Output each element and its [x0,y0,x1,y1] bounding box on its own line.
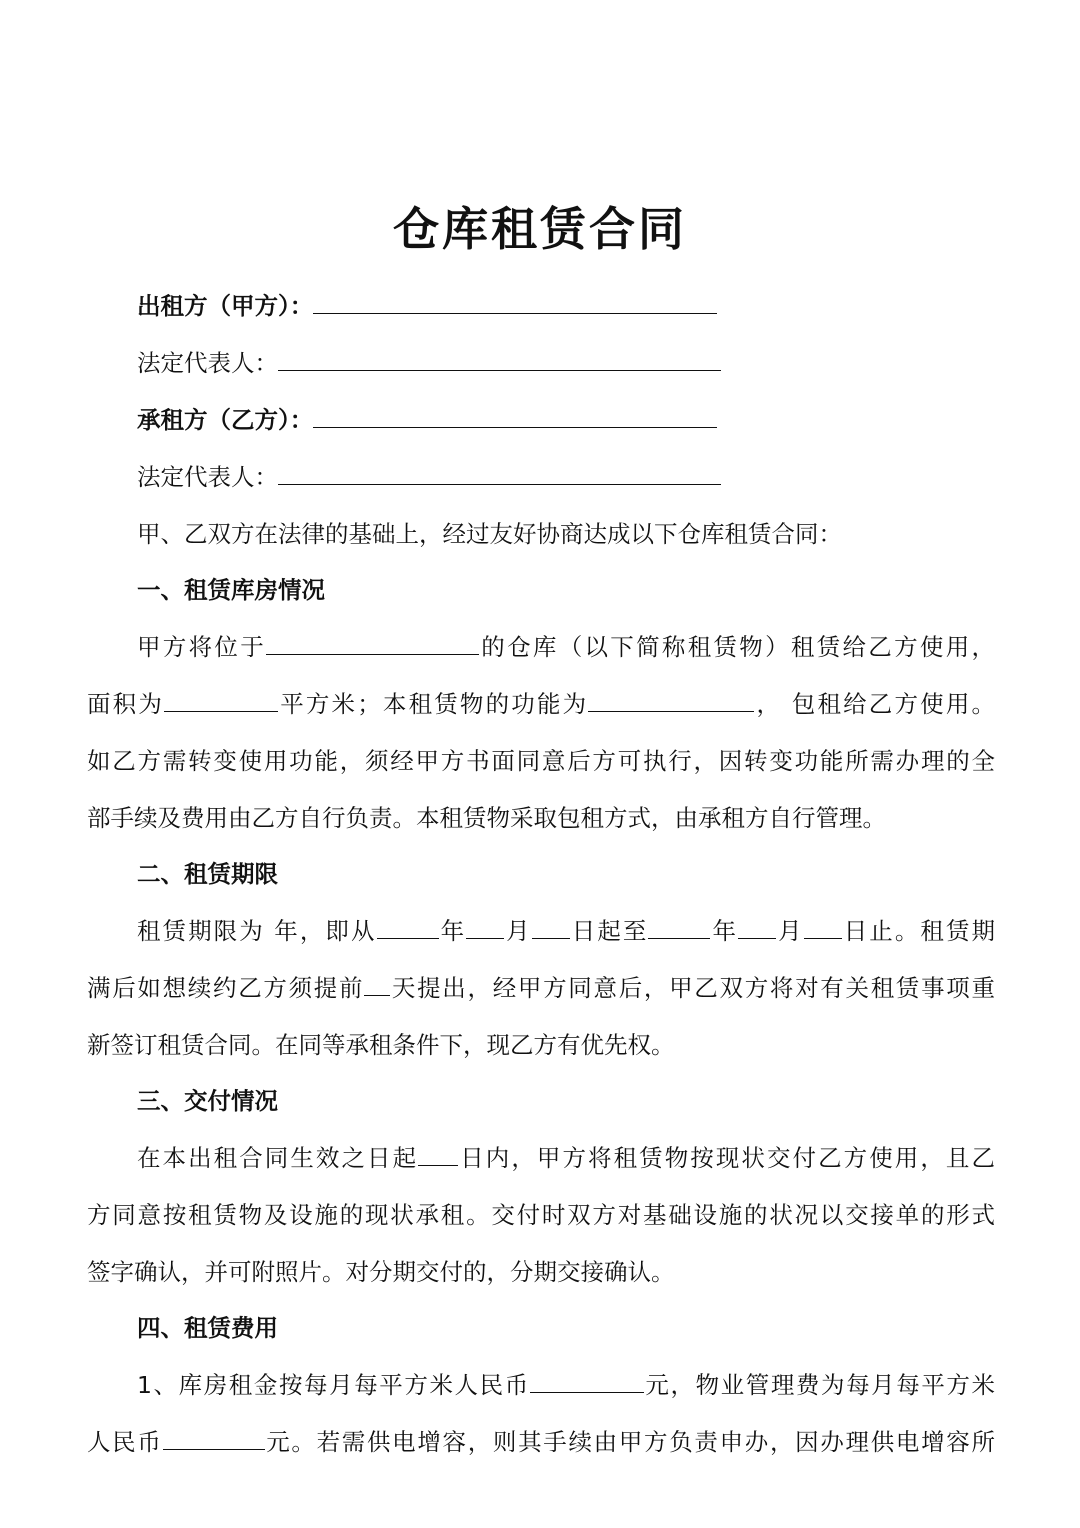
lessee-label: 承租方（乙方）： [137,406,314,434]
lessee-rep-blank [278,460,721,485]
s3-line-1 [137,1139,995,1173]
start-month-blank [466,914,504,939]
lessor-line [137,287,717,321]
s2-month-2: 月 [776,917,804,945]
s2-to: 日止。租赁期 [841,917,995,945]
start-year-blank [377,914,439,939]
s1-l2b: 平方米；本租赁物的功能为 [278,690,589,718]
s4-l1a: 1、库房租金按每月每平方米人民币 [137,1371,530,1399]
s1-l1b: 的仓库（以下简称租赁物）租赁给乙方使用， [479,633,995,661]
s2-year-2: 年 [710,917,739,945]
s1-line-3: 如乙方需转变使用功能，须经甲方书面同意后方可执行，因转变功能所需办理的全 [87,747,995,775]
s2-line-1 [137,912,995,946]
s2-month-1: 月 [504,917,532,945]
rent-blank [530,1368,644,1393]
s2-l2a: 满后如想续约乙方须提前 [87,974,365,1002]
location-blank [266,630,479,655]
s1-l1a: 甲方将位于 [137,633,266,661]
section-2-heading: 二、租赁期限 [137,860,278,888]
notice-days-blank [364,971,390,996]
lessor-label: 出租方（甲方）： [137,292,314,320]
mgmt-fee-blank [163,1425,265,1450]
s4-l2a: 人民币 [87,1428,163,1456]
s3-l1a: 在本出租合同生效之日起 [137,1144,419,1172]
lessor-rep-label: 法定代表人： [137,349,278,377]
s1-line-1 [137,628,995,662]
section-1-heading: 一、租赁库房情况 [137,576,325,604]
end-month-blank [738,914,776,939]
s4-l2b: 元。若需供电增容，则其手续由甲方负责申办，因办理供电增容所 [264,1428,995,1456]
end-year-blank [648,914,710,939]
intro-line: 甲、乙双方在法律的基础上，经过友好协商达成以下仓库租赁合同： [137,520,842,548]
s4-l1b: 元，物业管理费为每月每平方米 [643,1371,996,1399]
function-blank [588,687,754,712]
s2-year-1: 年 [438,917,467,945]
lessee-rep-label: 法定代表人： [137,463,278,491]
s3-line-2: 方同意按租赁物及设施的现状承租。交付时双方对基础设施的状况以交接单的形式 [87,1201,995,1229]
section-4-heading: 四、租赁费用 [137,1314,278,1342]
start-day-blank [532,914,570,939]
s1-line-2 [87,685,995,719]
lessee-line [137,401,717,435]
s2-l2b: 天提出，经甲方同意后，甲乙双方将对有关租赁事项重 [390,974,996,1002]
lessor-rep-blank [278,346,721,371]
lessor-rep-line [137,344,721,378]
section-3-heading: 三、交付情况 [137,1087,278,1115]
lessee-rep-line [137,458,721,492]
end-day-blank [804,914,842,939]
s3-l1b: 日内，甲方将租赁物按现状交付乙方使用，且乙 [458,1144,995,1172]
s1-l2c: ， 包租给乙方使用。 [754,690,996,718]
s1-l2a: 面积为 [87,690,165,718]
s3-line-3: 签字确认，并可附照片。对分期交付的，分期交接确认。 [87,1258,675,1286]
document-title: 仓库租赁合同 [393,202,687,256]
s2-line-2 [87,969,995,1003]
area-blank [164,687,278,712]
s2-from: 日起至 [569,917,649,945]
s2-line-3: 新签订租赁合同。在同等承租条件下，现乙方有优先权。 [87,1031,675,1059]
s4-line-1 [137,1366,995,1400]
lessee-blank [313,403,717,428]
s1-line-4: 部手续及费用由乙方自行负责。本租赁物采取包租方式，由承租方自行管理。 [87,804,886,832]
s2-l1a: 租赁期限为 年，即从 [137,917,377,945]
lessor-blank [313,289,717,314]
s4-line-2 [87,1423,995,1457]
delivery-days-blank [418,1141,458,1166]
